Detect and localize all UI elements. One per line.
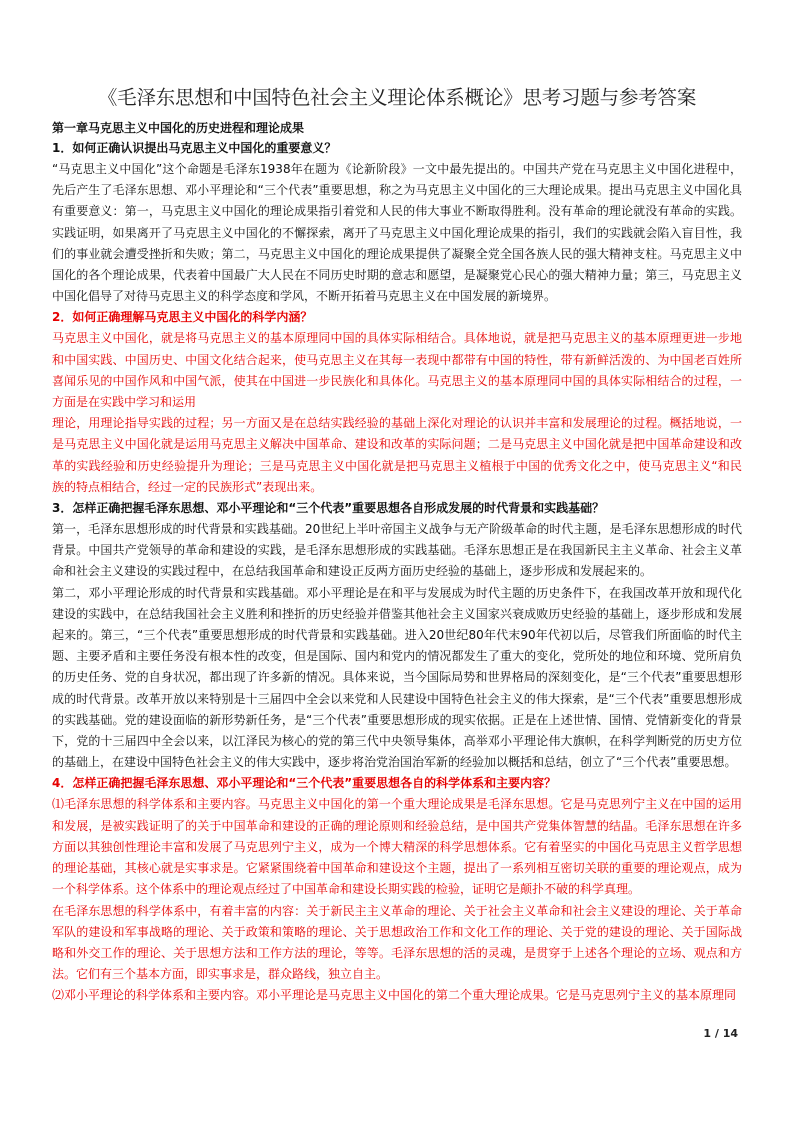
answer-1: “马克思主义中国化”这个命题是毛泽东1938年在题为《论新阶段》一文中最先提出的。中国共产党在马克思主义中国化进程中，先后产生了毛泽东思想、邓小平理论和“三个代表”重要思想，称之为马克思主义中国化的三大理论成果。提出马克思主义中国化具有重要意义：第一，马克思主义中国化的理论成果指引着党和人民的伟大事业不断取得胜利。没有革命的理论就没有革命的实践。实践证明，如果离开了马克思主义中国化的不懈探索，离开了马克思主义中国化理论成果的指引，我们的实践就会陷入盲目性，我们的事业就会遭受挫折和失败；第二，马克思主义中国化的理论成果提供了凝聚全党全国各族人民的强大精神支柱。马克思主义中国化的各个理论成果，代表着中国最广大人民在不同历史时期的意志和愿望，是凝聚党心民心的强大精神力量；第三，马克思主义中国化倡导了对待马克思主义的科学态度和学风，不断开拓着马克思主义在中国发展的新境界。 [52, 162, 742, 304]
document-title: 《毛泽东思想和中国特色社会主义理论体系概论》思考习题与参考答案 [97, 86, 697, 109]
document-body [52, 119, 742, 1007]
answer-3-part-b: 第二，邓小平理论形成的时代背景和实践基础。邓小平理论是在和平与发展成为时代主题的历史条件下，在我国改革开放和现代化建设的实践中，在总结我国社会主义胜利和挫折的历史经验并借鉴其他社会主义国家兴衰成败历史经验的基础上，逐步形成和发展起来的。第三，“三个代表”重要思想形成的时代背景和实践基础。进入20世纪80年代末90年代初以后，尽管我们所面临的时代主题、主要矛盾和主要任务没有根本性的改变，但是国际、国内和党内的情况都发生了重大的变化，党所处的地位和环境、党所肩负的历史任务、党的自身状况，都出现了许多新的情况。具体来说，当今国际局势和世界格局的深刻变化，是“三个代表”重要思想形成的时代背景。改革开放以来特别是十三届四中全会以来党和人民建设中国特色社会主义的伟大探索，是“三个代表”重要思想形成的实践基础。党的建设面临的新形势新任务，是“三个代表”重要思想形成的现实依据。正是在上述世情、国情、党情新变化的背景下，党的十三届四中全会以来，以江泽民为核心的党的第三代中央领导集体，高举邓小平理论伟大旗帜，在科学判断党的历史方位的基础上，在建设中国特色社会主义的伟大实践中，逐步将治党治国治军新的经验加以概括和总结，创立了“三个代表”重要思想。 [52, 585, 742, 770]
answer-3-part-a: 第一，毛泽东思想形成的时代背景和实践基础。20世纪上半叶帝国主义战争与无产阶级革命的时代主题，是毛泽东思想形成的时代背景。中国共产党领导的革命和建设的实践，是毛泽东思想形成的实践基础。毛泽东思想正是在我国新民主主义革命、社会主义革命和社会主义建设的实践过程中，在总结我国革命和建设正反两方面历史经验的基础上，逐步形成和发展起来的。 [52, 522, 742, 579]
question-1: 1．如何正确认识提出马克思主义中国化的重要意义？ [52, 141, 337, 155]
question-4: 4．怎样正确把握毛泽东思想、邓小平理论和“三个代表”重要思想各自的科学体系和主要内容？ [52, 776, 557, 791]
answer-2-part-a: 马克思主义中国化，就是将马克思主义的基本原理同中国的具体实际相结合。具体地说，就是把马克思主义的基本原理更进一步地和中国实践、中国历史、中国文化结合起来，使马克思主义在其每一表现中都带有中国的特性，带有新鲜活泼的、为中国老百姓所喜闻乐见的中国作风和中国气派，使其在中国进一步民族化和具体化。马克思主义的基本原理同中国的具体实际相结合的过程，一方面是在实践中学习和运用 [52, 331, 742, 410]
page-number: 1 / 14 [703, 1027, 738, 1040]
chapter-heading: 第一章马克思主义中国化的历史进程和理论成果 [52, 121, 305, 135]
answer-4-part-c: ⑵邓小平理论的科学体系和主要内容。邓小平理论是马克思主义中国化的第二个重大理论成果。它是马克思列宁主义的基本原理同 [52, 988, 737, 1003]
answer-2-part-b: 理论，用理论指导实践的过程；另一方面又是在总结实践经验的基础上深化对理论的认识并丰富和发展理论的过程。概括地说，一是马克思主义中国化就是运用马克思主义解决中国革命、建设和改革的实际问题；二是马克思主义中国化就是把中国革命建设和改革的实践经验和历史经验提升为理论；三是马克思主义中国化就是把马克思主义植根于中国的优秀文化之中，使马克思主义“和民族的特点相结合，经过一定的民族形式”表现出来。 [52, 416, 742, 494]
question-3: 3．怎样正确把握毛泽东思想、邓小平理论和“三个代表”重要思想各自形成发展的时代背景和实践基础？ [52, 501, 605, 516]
question-2: 2．如何正确理解马克思主义中国化的科学内涵？ [52, 310, 313, 325]
answer-4-part-a: ⑴毛泽东思想的科学体系和主要内容。马克思主义中国化的第一个重大理论成果是毛泽东思想。它是马克思列宁主义在中国的运用和发展，是被实践证明了的关于中国革命和建设的正确的理论原则和经验总结，是中国共产党集体智慧的结晶。毛泽东思想在许多方面以其独创性理论丰富和发展了马克思列宁主义，成为一个博大精深的科学思想体系。它有着坚实的中国化马克思主义哲学思想的理论基础，其核心就是实事求是。它紧紧围绕着中国革命和建设这个主题，提出了一系列相互密切关联的重要的理论观点，成为一个科学体系。这个体系中的理论观点经过了中国革命和建设长期实践的检验，证明它是颠扑不破的科学真理。 [52, 797, 742, 897]
answer-4-part-b: 在毛泽东思想的科学体系中，有着丰富的内容：关于新民主主义革命的理论、关于社会主义革命和社会主义建设的理论、关于革命军队的建设和军事战略的理论、关于政策和策略的理论、关于思想政治工作和文化工作的理论、关于党的建设的理论、关于国际战略和外交工作的理论、关于思想方法和工作方法的理论，等等。毛泽东思想的活的灵魂，是贯穿于上述各个理论的立场、观点和方法。它们有三个基本方面，即实事求是，群众路线，独立自主。 [52, 903, 742, 982]
